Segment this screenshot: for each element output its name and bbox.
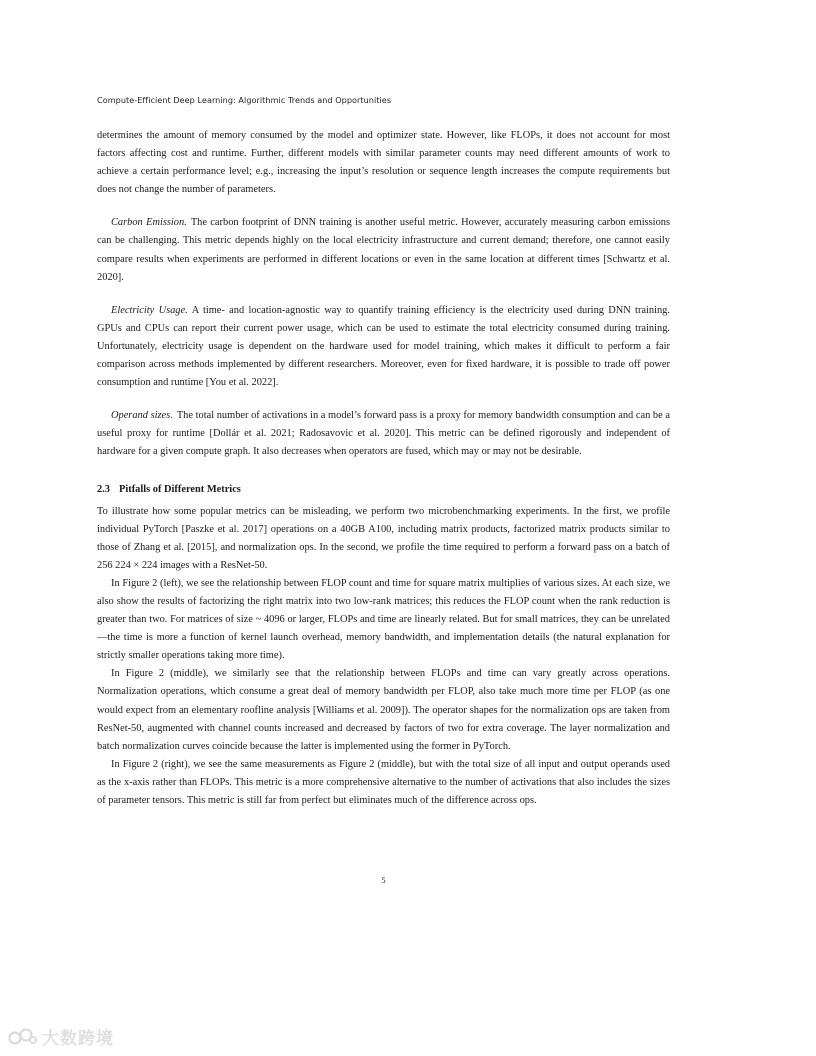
watermark: [8, 1024, 114, 1049]
operand-sizes-heading: Operand sizes.: [111, 410, 173, 422]
carbon-emission-heading: Carbon Emission.: [111, 217, 187, 229]
paragraph-figure-left: In Figure 2 (left), we see the relationship between FLOP count and time for square matrix multiplies of various sizes. At each size, we also show the results of factorizing the right matrix into two low-rank matrices; this reduces the FLOP count when the rank reduction is greater than two. For matrices of size ~ 4096 or larger, FLOPs and time are linearly related. But for small matrices, they can be unrelated—the time is more a function of kernel launch overhead, memory bandwidth, and implementation details (the natural explanation for strictly smaller operations taking more time).: [97, 577, 670, 662]
page-number: 5: [381, 875, 386, 885]
paragraph-pitfalls-intro: To illustrate how some popular metrics can be misleading, we perform two microbenchmarking experiments. In the first, we profile individual PyTorch [Paszke et al. 2017] operations on a 40GB A100, including matrix products, factorized matrix products similar to those of Zhang et al. [2015], and normalization ops. In the second, we profile the time required to perform a forward pass on a batch of 256 224 × 224 images with a ResNet-50.: [97, 505, 670, 571]
electricity-usage-text: A time- and location-agnostic way to quantify training efficiency is the electricity used during DNN training. GPUs and CPUs can report their current power usage, which can be used to estimate the total electricity consumed during training. Unfortunately, electricity usage is dependent on the hardware used for model training, which makes it difficult to perform a fair comparison across methods implemented by different researchers. Moreover, even for fixed hardware, it is possible to trade off power consumption and runtime [You et al. 2022].: [97, 304, 670, 389]
paragraph-carbon-emission: [97, 214, 670, 286]
paragraph-operand-sizes: [97, 407, 670, 461]
paragraph-electricity-usage: [97, 302, 670, 392]
watermark-text: 大数跨境: [42, 1029, 114, 1049]
body-text: [97, 127, 670, 810]
electricity-usage-heading: Electricity Usage.: [111, 304, 188, 316]
section-title: Pitfalls of Different Metrics: [119, 483, 241, 495]
paragraph-parameter-count: determines the amount of memory consumed by the model and optimizer state. However, like FLOPs, it does not account for most factors affecting cost and runtime. Further, different models with similar parameter counts may need different amounts of work to achieve a certain performance level; e.g., increasing the input’s resolution or sequence length increases the compute requirements but does not change the number of parameters.: [97, 130, 670, 196]
running-header: Compute-Efficient Deep Learning: Algorithmic Trends and Opportunities: [97, 95, 392, 105]
section-number: 2.3: [97, 483, 110, 495]
section-heading: [97, 481, 670, 499]
paragraph-figure-middle: In Figure 2 (middle), we similarly see that the relationship between FLOPs and time can vary greatly across operations. Normalization operations, which consume a great deal of memory bandwidth per FLOP, also take much more time per FLOP (as one would expect from an elementary roofline analysis [Williams et al. 2009]). The operator shapes for the normalization ops are taken from ResNet-50, augmented with channel counts increased and decreased by factors of two for extra coverage. The layer normalization and batch normalization curves coincide because the latter is implemented using the former in PyTorch.: [97, 668, 670, 752]
carbon-emission-text: The carbon footprint of DNN training is another useful metric. However, accurately measuring carbon emissions can be challenging. This metric depends highly on the local electricity infrastructure and current demand; therefore, one cannot easily compare results when experiments are performed in different locations or even in the same location at different times [Schwartz et al. 2020].: [97, 217, 670, 283]
operand-sizes-text: The total number of activations in a model’s forward pass is a proxy for memory bandwidth consumption and can be a useful proxy for runtime [Dollár et al. 2021; Radosavovic et al. 2020]. This metric can be defined rigorously and independent of hardware for a given compute graph. It also decreases when operators are fused, which may or may not be desirable.: [97, 410, 670, 458]
logo-icon: [8, 1027, 38, 1047]
paragraph-figure-right: In Figure 2 (right), we see the same measurements as Figure 2 (middle), but with the total size of all input and output operands used as the x-axis rather than FLOPs. This metric is a more comprehensive alternative to the number of activations that also includes the sizes of parameter tensors. This metric is still far from perfect but eliminates much of the difference across ops.: [97, 758, 670, 806]
